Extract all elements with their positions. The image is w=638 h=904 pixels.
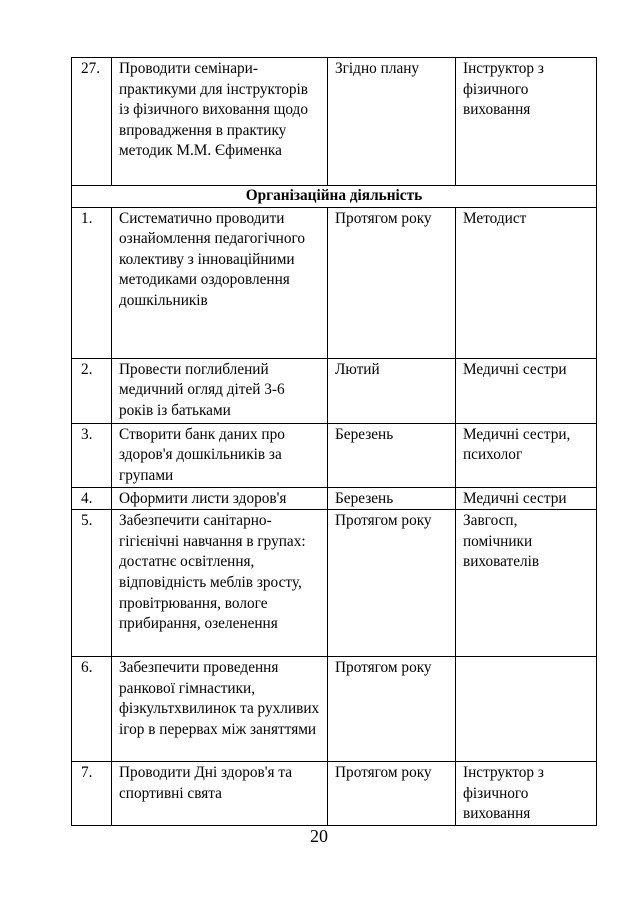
row-task: Забезпечити проведення ранкової гімнастики, фізкультхвилинок та рухливих ігор в перервах між заняттями: [112, 657, 328, 762]
row-number: 1.: [72, 207, 112, 358]
row-term: Березень: [328, 487, 456, 510]
row-term: Лютий: [328, 358, 456, 423]
row-number: 27.: [72, 58, 112, 186]
table-row: [72, 657, 597, 762]
row-task: Забезпечити санітарно-гігієнічні навчання в групах: достатнє освітлення, відповідність меблів зросту, провітрювання, вологе прибирання, озеленення: [112, 510, 328, 657]
row-number: 4.: [72, 487, 112, 510]
row-number: 7.: [72, 762, 112, 826]
row-responsible: Інструктор з фізичного виховання: [456, 762, 597, 826]
row-responsible: Медичні сестри: [456, 487, 597, 510]
row-responsible: Медичні сестри: [456, 358, 597, 423]
page-number: 20: [310, 826, 328, 846]
table-row: [72, 58, 597, 186]
row-number: 3.: [72, 423, 112, 487]
row-number: 2.: [72, 358, 112, 423]
plan-table: [71, 57, 597, 826]
row-term: Протягом року: [328, 657, 456, 762]
table-row: [72, 207, 597, 358]
table-row: [72, 510, 597, 657]
section-row: [72, 186, 597, 208]
row-number: 5.: [72, 510, 112, 657]
row-term: Березень: [328, 423, 456, 487]
row-responsible: [456, 657, 597, 762]
row-task: Систематично проводити ознайомлення педагогічного колективу з інноваційними методиками оздоровлення дошкільників: [112, 207, 328, 358]
row-task: Створити банк даних про здоров'я дошкільників за групами: [112, 423, 328, 487]
table-row: [72, 358, 597, 423]
row-responsible: Завгосп, помічники вихователів: [456, 510, 597, 657]
row-task: Провести поглиблений медичний огляд дітей 3-6 років із батьками: [112, 358, 328, 423]
row-task: Оформити листи здоров'я: [112, 487, 328, 510]
row-task: Проводити семінари-практикуми для інструкторів із фізичного виховання щодо впровадження в практику методик М.М. Єфименка: [112, 58, 328, 186]
row-term: Згідно плану: [328, 58, 456, 186]
table-row: [72, 762, 597, 826]
row-responsible: Медичні сестри, психолог: [456, 423, 597, 487]
row-responsible: Методист: [456, 207, 597, 358]
section-title: Організаційна діяльність: [72, 186, 597, 208]
table-row: [72, 423, 597, 487]
row-term: Протягом року: [328, 510, 456, 657]
row-term: Протягом року: [328, 762, 456, 826]
row-number: 6.: [72, 657, 112, 762]
row-term: Протягом року: [328, 207, 456, 358]
table-row: [72, 487, 597, 510]
row-responsible: Інструктор з фізичного виховання: [456, 58, 597, 186]
row-task: Проводити Дні здоров'я та спортивні свята: [112, 762, 328, 826]
